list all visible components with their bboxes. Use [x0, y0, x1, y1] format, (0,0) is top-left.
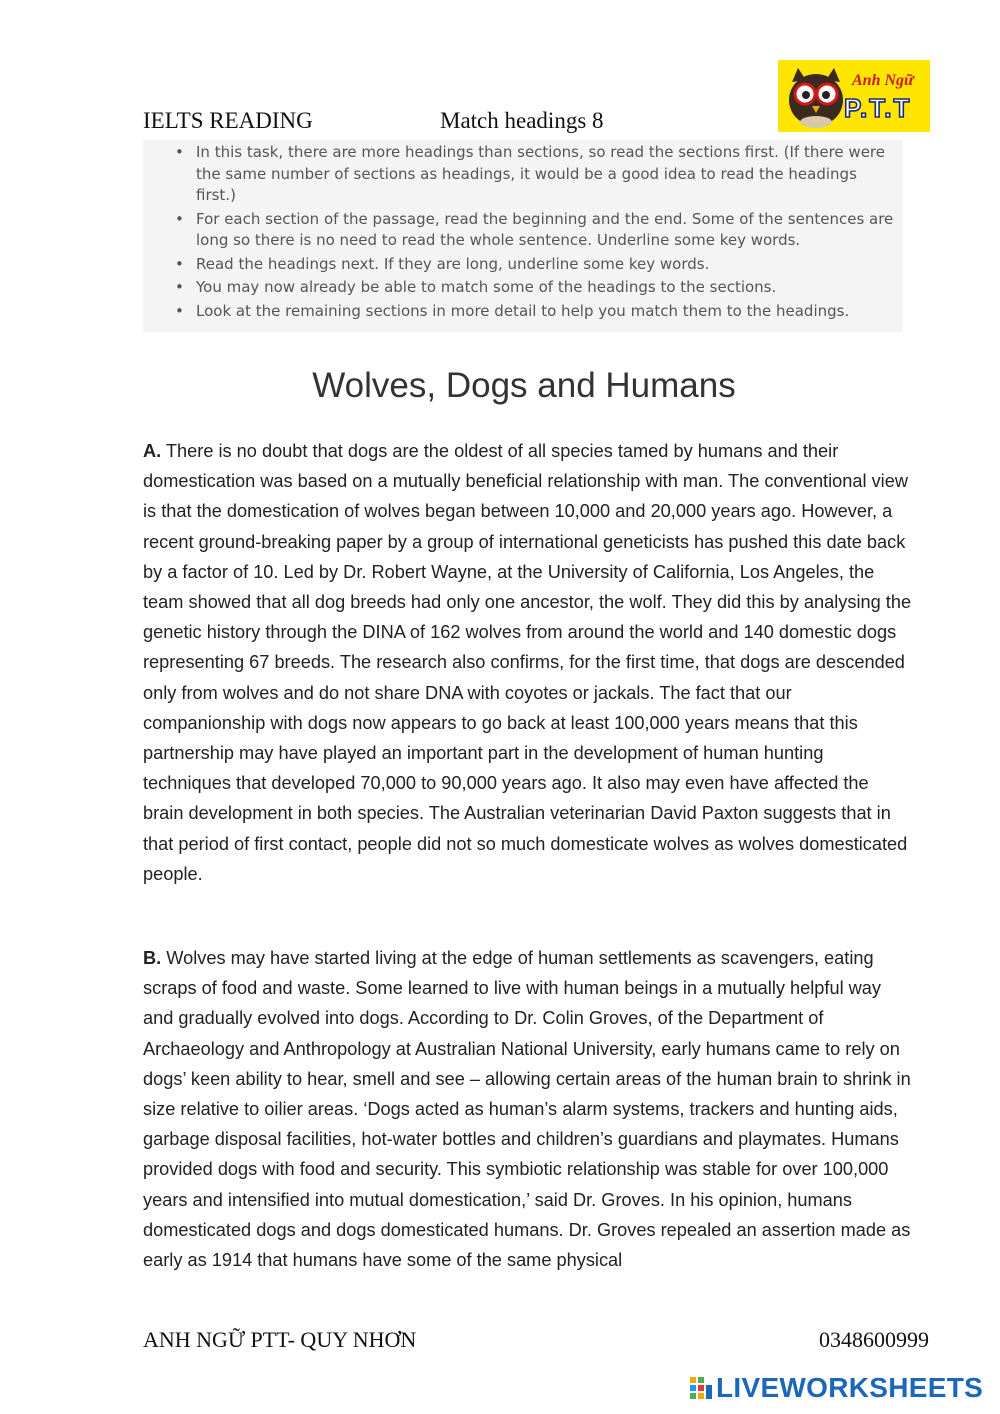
liveworksheets-watermark: [690, 1372, 990, 1406]
paragraph-a: [143, 436, 913, 889]
paragraph-label: B.: [143, 948, 162, 968]
tip-item: • Read the headings next. If they are long, underline some key words.: [143, 254, 903, 276]
tips-list: [143, 140, 903, 332]
paragraph-text: Wolves may have started living at the edge of human settlements as scavengers, eating scraps of food and waste. Some learned to live with human beings in a mutually helpful way and gradually evolved into dogs. According to Dr. Colin Groves, of the Department of Archaeology and Anthropology at Australian National University, early humans came to rely on dogs’ keen ability to hear, smell and see – allowing certain areas of the human brain to shrink in size relative to oilier areas. ‘Dogs acted as human’s alarm systems, trackers and hunting aids, garbage disposal facilities, hot-water bottles and children’s guardians and playmates. Humans provided dogs with food and security. This symbiotic relationship was stable for over 100,000 years and intensified into mutual domestication,’ said Dr. Groves. In his opinion, humans domesticated dogs and dogs domesticated humans. Dr. Groves repealed an assertion made as early as 1914 that humans have some of the same physical: [143, 948, 911, 1271]
header-subject: IELTS READING: [143, 108, 313, 133]
tip-item: • In this task, there are more headings than sections, so read the sections first. (If there were the same number of sections as headings, it would be a good idea to read the headings first.): [143, 142, 903, 207]
passage-title: Wolves, Dogs and Humans: [312, 366, 736, 405]
paragraph-label: A.: [143, 441, 162, 461]
logo-main-text: P.T.T: [844, 93, 912, 123]
logo-top-text: Anh Ngữ: [852, 72, 914, 89]
school-logo: [778, 60, 930, 132]
liveworksheets-text: LIVEWORKSHEETS: [716, 1372, 984, 1403]
liveworksheets-icon: [690, 1377, 712, 1401]
paragraph-b: [143, 943, 913, 1275]
tip-item: • For each section of the passage, read the beginning and the end. Some of the sentences are long so there is no need to read the whole sentence. Underline some key words.: [143, 209, 903, 252]
header-worksheet-title: Match headings 8: [440, 108, 604, 133]
tip-item: • Look at the remaining sections in more detail to help you match them to the headings.: [143, 301, 903, 323]
footer-phone: 0348600999: [819, 1327, 929, 1352]
tip-item: • You may now already be able to match some of the headings to the sections.: [143, 277, 903, 299]
paragraph-text: There is no doubt that dogs are the oldest of all species tamed by humans and their domestication was based on a mutually beneficial relationship with man. The conventional view is that the domestication of wolves began between 10,000 and 20,000 years ago. However, a recent ground-breaking paper by a group of international geneticists has pushed this date back by a factor of 10. Led by Dr. Robert Wayne, at the University of California, Los Angeles, the team showed that all dog breeds had only one ancestor, the wolf. They did this by analysing the genetic history through the DINA of 162 wolves from around the world and 140 domestic dogs representing 67 breeds. The research also confirms, for the first time, that dogs are descended only from wolves and do not share DNA with coyotes or jackals. The fact that our companionship with dogs now appears to go back at least 100,000 years means that this partnership may have played an important part in the development of human hunting techniques that developed 70,000 to 90,000 years ago. It also may even have affected the brain development in both species. The Australian veterinarian David Paxton suggests that in that period of first contact, people did not so much domesticate wolves as wolves domesticated people.: [143, 441, 912, 884]
footer-school-name: ANH NGỮ PTT- QUY NHƠN: [143, 1327, 417, 1352]
